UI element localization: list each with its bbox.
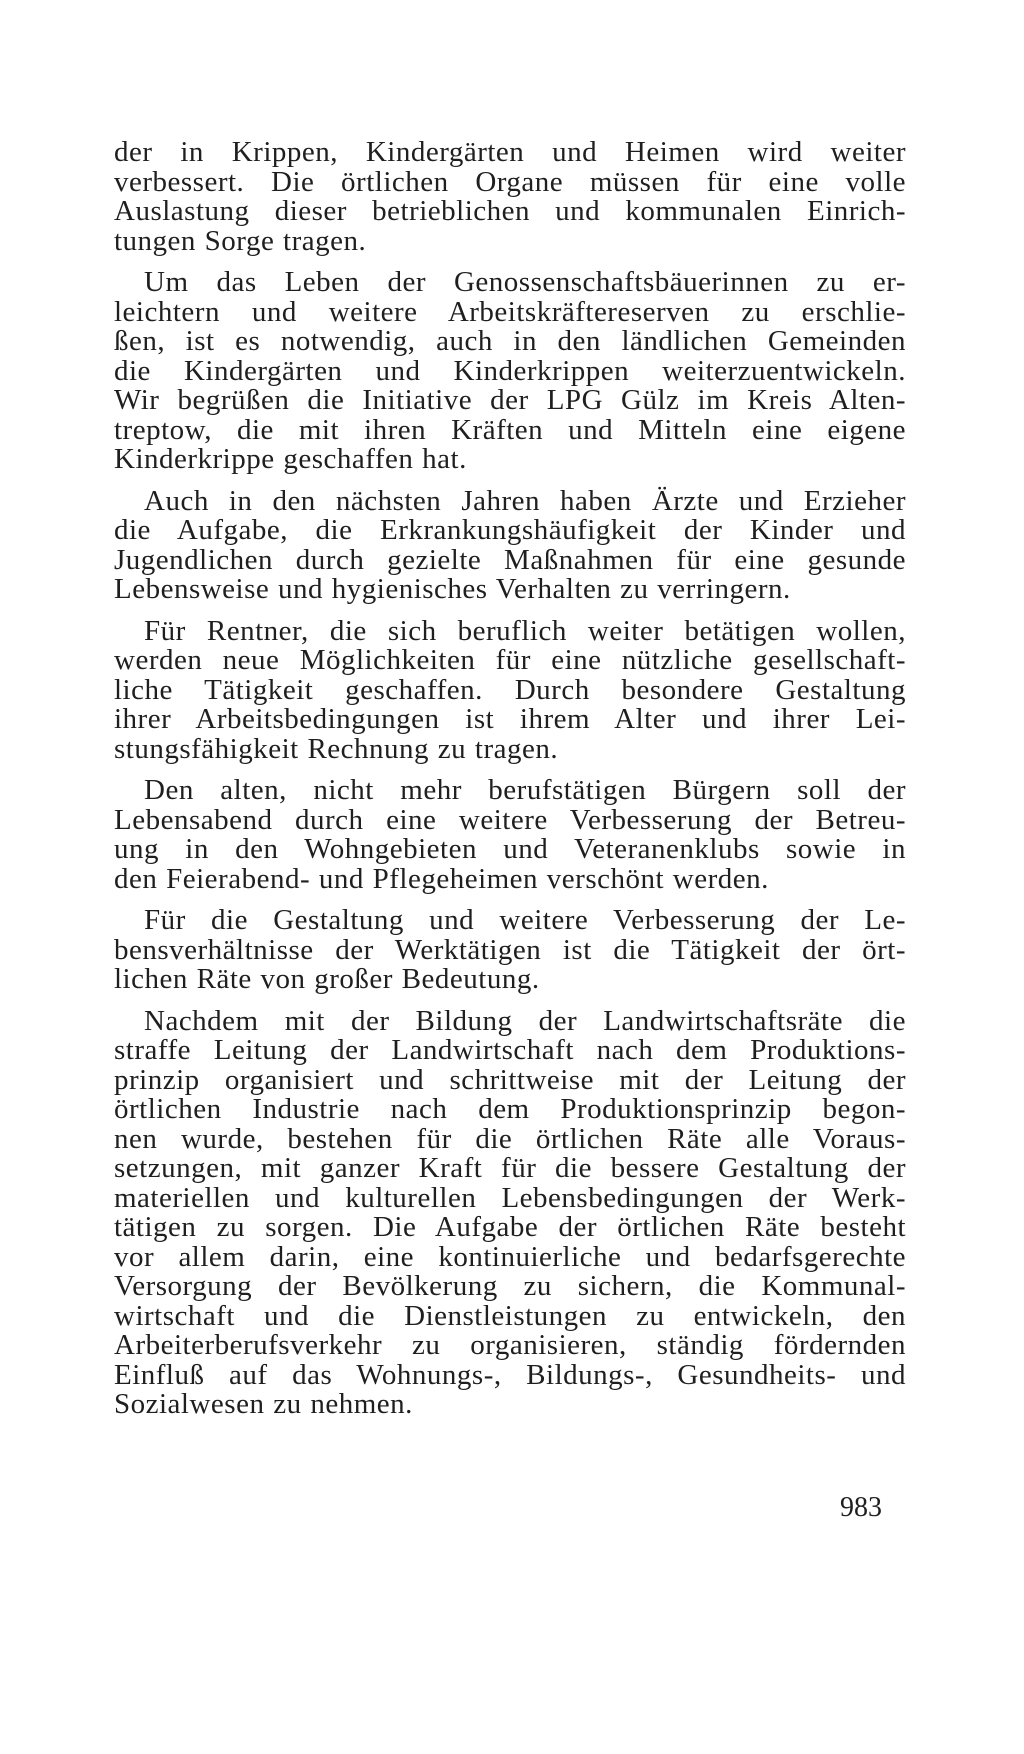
text-line: ung in den Wohngebieten und Veteranenklubs sowie in (114, 833, 906, 865)
text-line: die Aufgabe, die Erkrankungshäufigkeit der Kinder und (114, 514, 906, 546)
paragraph-6 (114, 906, 906, 995)
paragraph-3 (114, 484, 906, 605)
text-line: werden neue Möglichkeiten für eine nützliche gesellschaft- (114, 644, 906, 676)
text-line: Versorgung der Bevölkerung zu sichern, die Kommunal- (114, 1270, 906, 1302)
paragraph-2 (114, 268, 906, 475)
text-line: ßen, ist es notwendig, auch in den ländlichen Gemeinden (114, 325, 906, 357)
text-line: Wir begrüßen die Initiative der LPG Gülz im Kreis Alten- (114, 384, 906, 416)
text-line: Jugendlichen durch gezielte Maßnahmen für eine gesunde (114, 543, 906, 576)
paragraph-1 (114, 138, 906, 256)
text-line: Lebensabend durch eine weitere Verbesserung der Betreu- (114, 803, 906, 836)
text-line: wirtschaft und die Dienstleistungen zu entwickeln, den (114, 1299, 906, 1332)
text-line: Auch in den nächsten Jahren haben Ärzte und Erzieher (144, 484, 906, 517)
text-line: Für Rentner, die sich beruflich weiter betätigen wollen, (144, 614, 906, 647)
paragraph-5 (114, 776, 906, 894)
text-line: Arbeiterberufsverkehr zu organisieren, ständig fördernden (114, 1329, 906, 1361)
page-number: 983 (840, 1492, 882, 1523)
text-line: Kinderkrippe geschaffen hat. (114, 443, 467, 475)
text-line: Einfluß auf das Wohnungs-, Bildungs-, Gesundheits- und (114, 1358, 906, 1391)
text-line: Lebensweise und hygienisches Verhalten zu verringern. (114, 573, 791, 605)
text-line: örtlichen Industrie nach dem Produktionsprinzip begon- (114, 1093, 906, 1125)
text-line: die Kindergärten und Kinderkrippen weiterzuentwickeln. (114, 354, 906, 387)
text-line: straffe Leitung der Landwirtschaft nach dem Produktions- (114, 1034, 906, 1066)
paragraph-7 (114, 1004, 906, 1420)
text-line: Sozialwesen zu nehmen. (114, 1388, 413, 1420)
text-line: Den alten, nicht mehr berufstätigen Bürgern soll der (144, 774, 906, 806)
text-line: tungen Sorge tragen. (114, 224, 367, 257)
paragraph-4 (114, 614, 906, 765)
text-line: nen wurde, bestehen für die örtlichen Räte alle Voraus- (114, 1122, 906, 1155)
text-line: prinzip organisiert und schrittweise mit der Leitung der (114, 1063, 906, 1096)
text-line: den Feierabend- und Pflegeheimen verschönt werden. (114, 862, 769, 895)
text-line: bensverhältnisse der Werktätigen ist die Tätigkeit der ört- (114, 933, 906, 966)
text-line: Nachdem mit der Bildung der Landwirtschaftsräte die (144, 1004, 906, 1037)
text-line: Für die Gestaltung und weitere Verbesserung der Le- (144, 904, 906, 936)
text-line: Um das Leben der Genossenschaftsbäuerinnen zu er- (144, 266, 906, 298)
text-line: der in Krippen, Kindergärten und Heimen wird weiter (114, 136, 906, 168)
text-line: Auslastung dieser betrieblichen und kommunalen Einrich- (114, 195, 906, 227)
body-text (114, 138, 906, 1432)
text-line: materiellen und kulturellen Lebensbedingungen der Werk- (114, 1181, 906, 1214)
text-line: stungsfähigkeit Rechnung zu tragen. (114, 732, 559, 765)
text-line: setzungen, mit ganzer Kraft für die bessere Gestaltung der (114, 1152, 906, 1184)
text-line: ihrer Arbeitsbedingungen ist ihrem Alter und ihrer Lei- (114, 703, 906, 735)
text-line: verbessert. Die örtlichen Organe müssen für eine volle (114, 165, 906, 198)
text-line: treptow, die mit ihren Kräften und Mitteln eine eigene (114, 413, 906, 446)
text-line: tätigen zu sorgen. Die Aufgabe der örtlichen Räte besteht (114, 1211, 906, 1243)
text-line: liche Tätigkeit geschaffen. Durch besondere Gestaltung (114, 673, 906, 706)
text-line: lichen Räte von großer Bedeutung. (114, 963, 540, 995)
text-line: vor allem darin, eine kontinuierliche und bedarfsgerechte (114, 1240, 906, 1273)
text-line: leichtern und weitere Arbeitskräftereserven zu erschlie- (114, 295, 906, 328)
